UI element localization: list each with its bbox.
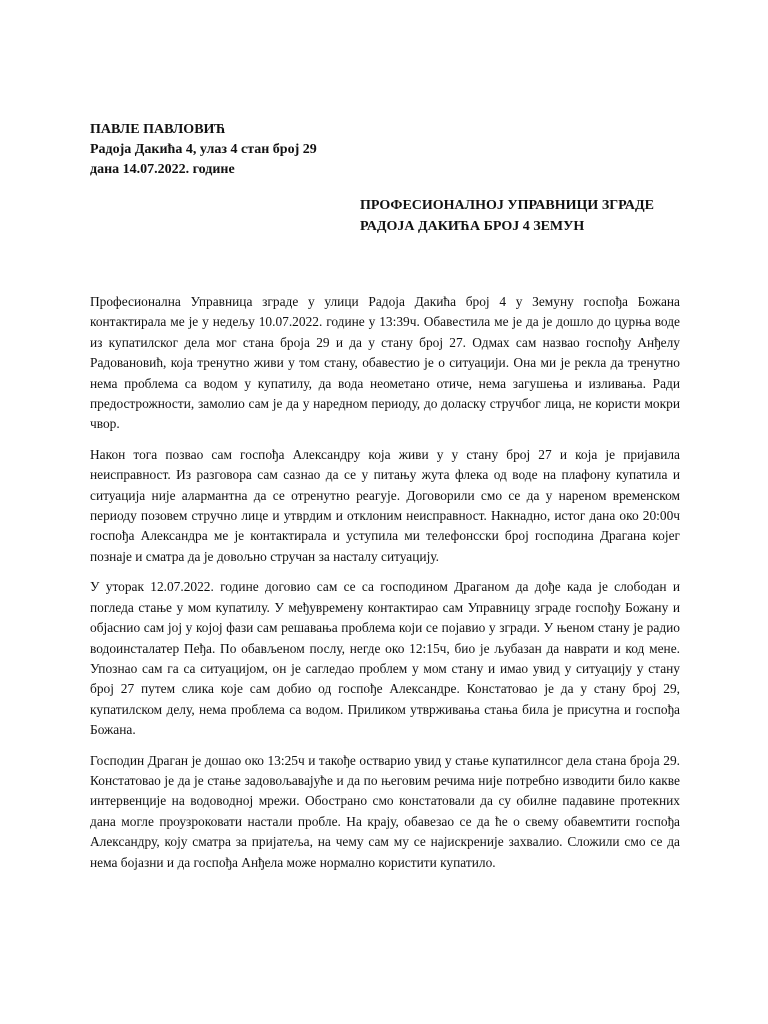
sender-address: Радоја Дакића 4, улаз 4 стан број 29 (90, 142, 317, 157)
paragraph-1: Професионална Управница зграде у улици Радоја Дакића број 4 у Земуну госпођа Божана контактирала ме је у недељу 10.07.2022. године у 13:39ч. Обавестила ме је да је дошло до цурња воде из купатилског дела мог стана броја 29 и да у стану број 27. Одмах сам назвао госпођу Анђелу Радовановић, која тренутно живи у том стану, обавестио је о ситуацији. Она ми је рекла да тренутно нема проблема са водом у купатилу, да вода неометано отиче, нема загушења и изливања. Ради предострожности, замолио сам је да у наредном периоду, до доласку стручбог лица, не користи мокри чвор. (90, 294, 680, 432)
paragraph-2: Након тога позвао сам госпођа Александру која живи у у стану број 27 и која је пријавила неисправност. Из разговора сам сазнао да се у питању жута флека од воде на плафону купатила и ситуација није алармантна да се отренутно реагује. Договорили смо се да у нареном временском периоду позовем стручно лице и утврдим и отклоним неисправност. Накнадно, истог дана око 20:00ч госпођа Александра ме је контактирала и уступила ми телефонсски број господина Драгана којег познаје и сматра да је довољно стручан за насталу ситуацију. (90, 446, 680, 564)
recipient-line-1: ПРОФЕСИОНАЛНОЈ УПРАВНИЦИ ЗГРАДЕ (360, 198, 654, 213)
paragraph-3: У уторак 12.07.2022. године договио сам се са господином Драганом да дође када је слободан и погледа стање у мом купатилу. У међувремену контактирао сам Управницу зграде госпођу Божану и објаснио сам јој у којој фази сам решавања проблема који се појавио у згради. У њеном стану је радио водоинсталатер Пеђа. По обављеном послу, негде око 12:15ч, био је љубазан да наврати и код мене. Упознао сам га са ситуацијом, он је сагледао проблем у мом стану и имао увид у ситуацију у стану број 27 путем слика које сам добио од госпође Александре. Констатовао је да у стану број 29, купатилском делу, нема проблема са водом. Приликом утврживања стања била је присутна и госпођа Божана. (90, 579, 680, 738)
letter-body (90, 292, 680, 883)
recipient-line-2: РАДОЈА ДАКИЋА БРОЈ 4 ЗЕМУН (360, 219, 585, 234)
recipient-block (360, 195, 720, 237)
paragraph-4: Господин Драган је дошао око 13:25ч и такође остварио увид у стање купатилнсог дела стана броја 29. Констатовао је да је стање задовољавајуће и да по његовим речима није потребно изводити било какве интервенције на водоводној мрежи. Обострано смо констатовали да су обилне падавине протекних дана могле проузроковати настали пробле. На крају, обавезао се да ће о свему обавемтити госпођа Александру, коју сматра за пријатеља, на чему сам му се најискреније захвалио. Сложили смо се да нема бојазни и да госпођа Анђела може нормално користити купатило. (90, 752, 680, 870)
sender-name: ПАВЛЕ ПАВЛОВИЋ (90, 122, 226, 137)
letter-date: дана 14.07.2022. године (90, 162, 235, 177)
sender-block (90, 120, 490, 180)
